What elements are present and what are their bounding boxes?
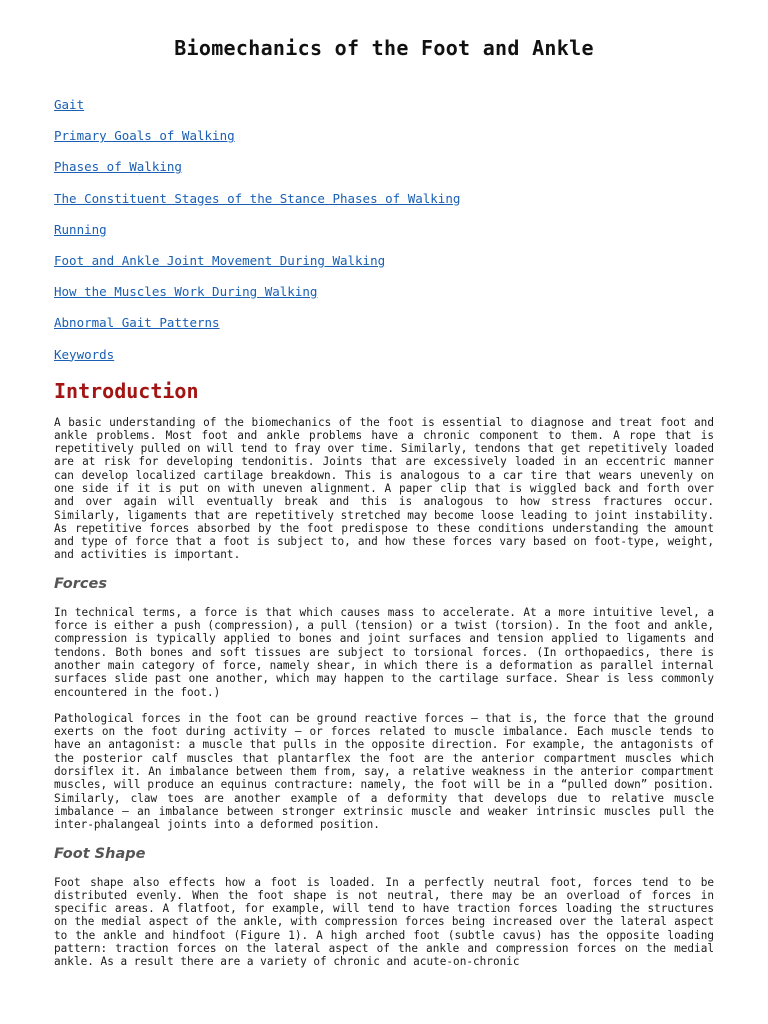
toc-item [54,98,714,129]
foot-shape-heading: Foot Shape [54,845,146,862]
toc-item [54,192,714,223]
table-of-contents [54,98,714,376]
toc-link-primary-goals[interactable]: Primary Goals of Walking [54,128,235,144]
toc-item [54,129,714,160]
toc-link-gait[interactable]: Gait [54,97,85,112]
toc-link-stance-stages[interactable]: The Constituent Stages of the Stance Phases of Walking [54,190,461,206]
toc-link-running[interactable]: Running [54,221,107,237]
toc-item [54,160,714,191]
toc-item [54,348,714,376]
introduction-paragraph: A basic understanding of the biomechanics of the foot is essential to diagnose and treat foot and ankle problems. Most foot and ankle problems have a chronic component to them. A rope that is repetitively pulled on will tend to fray over time. Similarly, tendons that get repetitively loaded are at risk for developing tendonitis. Joints that are excessively loaded in an eccentric manner can develop localized cartilage breakdown. This is analogous to a car tire that wears unevenly on one side if it is put on with uneven alignment. A paper clip that is wiggled back and forth over and over again will eventually break and this is analogous to how stress fractures occur. Similarly, ligaments that are repetitively stretched may become loose leading to joint instability. As repetitive forces absorbed by the foot predispose to these conditions understanding the amount and type of force that a foot is subject to, and how these forces vary based on foot-type, weight, and activities is important. [54,415,714,562]
toc-link-abnormal-gait[interactable]: Abnormal Gait Patterns [54,315,220,331]
toc-link-muscles[interactable]: How the Muscles Work During Walking [54,284,318,300]
toc-item [54,254,714,285]
toc-item [54,285,714,316]
page-title: Biomechanics of the Foot and Ankle [174,36,594,60]
forces-paragraph-2: Pathological forces in the foot can be ground reactive forces — that is, the force that the ground exerts on the foot during activity — or forces related to muscle imbalance. Each muscle tends to have an antagonist: a muscle that pulls in the opposite direction. For example, the antagonists of the posterior calf muscles that plantarflex the foot are the anterior compartment muscles which dorsiflex it. An imbalance between them from, say, a relative weakness in the anterior compartment muscles, will produce an equinus contracture: namely, the foot will be in a “pulled down” position. Similarly, claw toes are another example of a deformity that develops due to relative muscle imbalance – an imbalance between stronger extrinsic muscle and weaker intrinsic muscles pull the inter-phalangeal joints into a deformed position. [54,711,714,832]
toc-link-keywords[interactable]: Keywords [54,346,115,362]
foot-shape-paragraph: Foot shape also effects how a foot is loaded. In a perfectly neutral foot, forces tend to be distributed evenly. When the foot shape is not neutral, there may be an overload of forces in specific areas. A flatfoot, for example, will tend to have traction forces loading the structures on the medial aspect of the ankle, with compression forces being increased over the lateral aspect to the ankle and hindfoot (Figure 1). A high arched foot (subtle cavus) has the opposite loading pattern: traction forces on the lateral aspect of the ankle and compression forces on the medial ankle. As a result there are a variety of chronic and acute-on-chronic [54,875,714,969]
toc-link-phases[interactable]: Phases of Walking [54,159,182,175]
toc-item [54,316,714,347]
toc-link-joint-movement[interactable]: Foot and Ankle Joint Movement During Walking [54,252,386,268]
toc-item [54,223,714,254]
forces-paragraph-1: In technical terms, a force is that which causes mass to accelerate. At a more intuitive level, a force is either a push (compression), a pull (tension) or a twist (torsion). In the foot and ankle, compression is typically applied to bones and joint surfaces and tension applied to ligaments and tendons. Both bones and soft tissues are subject to torsional forces. (In orthopaedics, there is another main category of force, namely shear, in which there is a deformation as parallel internal surfaces slide past one another, which may happen to the cartilage surface. Shear is less commonly encountered in the foot.) [54,605,714,699]
forces-heading: Forces [54,575,107,592]
introduction-heading: Introduction [54,378,199,403]
